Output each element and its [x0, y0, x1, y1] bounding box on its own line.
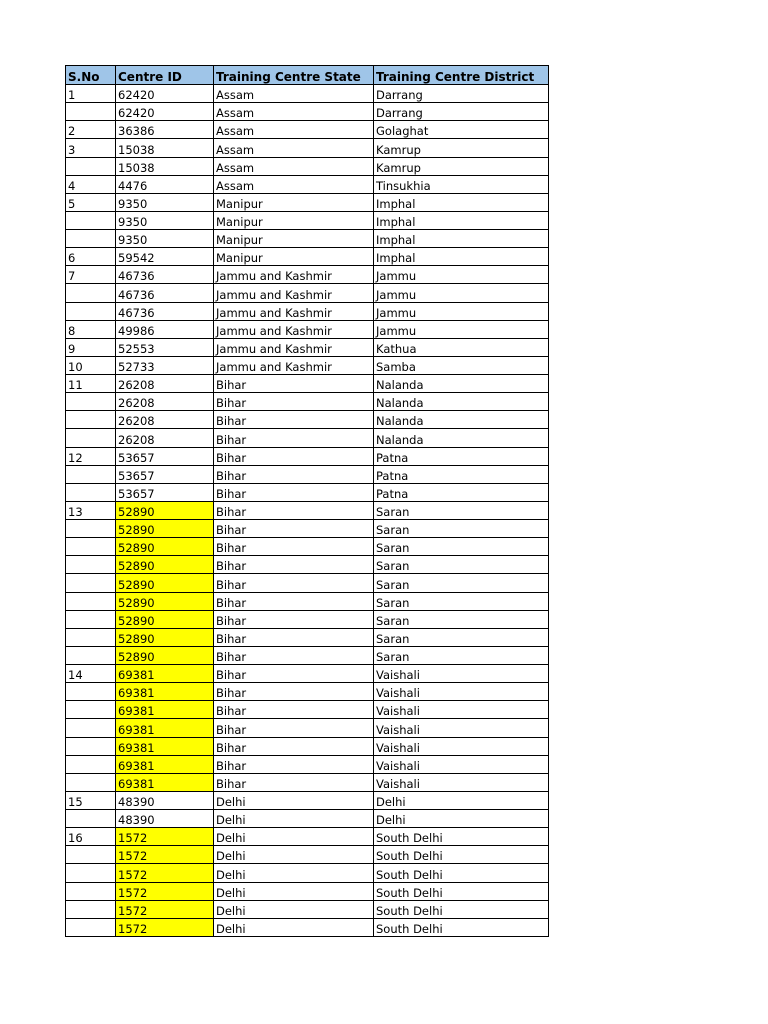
- centre-table: [65, 65, 549, 937]
- cell-district: Saran: [374, 538, 549, 556]
- cell-district: Patna: [374, 465, 549, 483]
- cell-sno: [66, 683, 116, 701]
- table-row: [66, 193, 549, 211]
- header-state: Training Centre State: [214, 66, 374, 85]
- cell-sno: 7: [66, 266, 116, 284]
- table-row: [66, 791, 549, 809]
- cell-district: Delhi: [374, 810, 549, 828]
- cell-sno: [66, 628, 116, 646]
- cell-sno: [66, 520, 116, 538]
- cell-sno: [66, 574, 116, 592]
- cell-centre-id: 52733: [116, 356, 214, 374]
- cell-sno: 11: [66, 375, 116, 393]
- cell-district: Samba: [374, 356, 549, 374]
- cell-state: Bihar: [214, 683, 374, 701]
- table-row: [66, 918, 549, 936]
- header-sno: S.No: [66, 66, 116, 85]
- table-row: [66, 411, 549, 429]
- cell-state: Bihar: [214, 719, 374, 737]
- cell-centre-id: 62420: [116, 103, 214, 121]
- cell-state: Bihar: [214, 447, 374, 465]
- cell-district: Saran: [374, 574, 549, 592]
- cell-state: Bihar: [214, 610, 374, 628]
- cell-district: Patna: [374, 447, 549, 465]
- table-row: [66, 121, 549, 139]
- cell-centre-id: 26208: [116, 393, 214, 411]
- cell-district: Saran: [374, 628, 549, 646]
- cell-centre-id: 53657: [116, 483, 214, 501]
- cell-sno: [66, 103, 116, 121]
- cell-sno: [66, 646, 116, 664]
- cell-centre-id: 52890: [116, 538, 214, 556]
- cell-state: Delhi: [214, 864, 374, 882]
- cell-sno: 15: [66, 791, 116, 809]
- cell-centre-id: 9350: [116, 193, 214, 211]
- cell-district: Imphal: [374, 248, 549, 266]
- cell-state: Delhi: [214, 900, 374, 918]
- cell-centre-id: 4476: [116, 175, 214, 193]
- table-row: [66, 248, 549, 266]
- table-row: [66, 628, 549, 646]
- cell-centre-id: 26208: [116, 375, 214, 393]
- cell-district: Saran: [374, 592, 549, 610]
- cell-sno: [66, 211, 116, 229]
- table-row: [66, 520, 549, 538]
- cell-sno: [66, 737, 116, 755]
- cell-district: Imphal: [374, 211, 549, 229]
- cell-sno: 14: [66, 665, 116, 683]
- cell-centre-id: 26208: [116, 411, 214, 429]
- cell-sno: [66, 302, 116, 320]
- cell-centre-id: 69381: [116, 665, 214, 683]
- table-row: [66, 828, 549, 846]
- table-row: [66, 610, 549, 628]
- cell-centre-id: 52890: [116, 520, 214, 538]
- cell-centre-id: 52890: [116, 628, 214, 646]
- cell-sno: [66, 538, 116, 556]
- table-row: [66, 230, 549, 248]
- cell-sno: [66, 393, 116, 411]
- cell-sno: [66, 429, 116, 447]
- cell-district: Darrang: [374, 103, 549, 121]
- cell-sno: [66, 701, 116, 719]
- cell-state: Bihar: [214, 737, 374, 755]
- cell-sno: 13: [66, 501, 116, 519]
- cell-district: Jammu: [374, 266, 549, 284]
- cell-state: Bihar: [214, 755, 374, 773]
- cell-centre-id: 48390: [116, 810, 214, 828]
- cell-sno: [66, 284, 116, 302]
- cell-state: Bihar: [214, 592, 374, 610]
- cell-sno: [66, 411, 116, 429]
- cell-sno: [66, 918, 116, 936]
- cell-sno: 2: [66, 121, 116, 139]
- header-row: [66, 66, 549, 85]
- cell-centre-id: 1572: [116, 900, 214, 918]
- cell-district: Imphal: [374, 193, 549, 211]
- table-row: [66, 882, 549, 900]
- cell-centre-id: 53657: [116, 447, 214, 465]
- cell-centre-id: 59542: [116, 248, 214, 266]
- cell-state: Bihar: [214, 520, 374, 538]
- cell-sno: [66, 719, 116, 737]
- table-row: [66, 320, 549, 338]
- cell-state: Assam: [214, 103, 374, 121]
- cell-centre-id: 52890: [116, 501, 214, 519]
- cell-district: Tinsukhia: [374, 175, 549, 193]
- cell-centre-id: 69381: [116, 701, 214, 719]
- cell-district: Saran: [374, 610, 549, 628]
- header-district: Training Centre District: [374, 66, 549, 85]
- cell-state: Delhi: [214, 882, 374, 900]
- header-centre-id: Centre ID: [116, 66, 214, 85]
- cell-state: Bihar: [214, 483, 374, 501]
- cell-state: Bihar: [214, 501, 374, 519]
- cell-state: Delhi: [214, 791, 374, 809]
- cell-state: Manipur: [214, 211, 374, 229]
- cell-state: Jammu and Kashmir: [214, 266, 374, 284]
- table-row: [66, 810, 549, 828]
- cell-state: Assam: [214, 139, 374, 157]
- table-row: [66, 356, 549, 374]
- table-body: [66, 85, 549, 937]
- cell-centre-id: 52890: [116, 610, 214, 628]
- cell-centre-id: 48390: [116, 791, 214, 809]
- cell-sno: [66, 483, 116, 501]
- cell-centre-id: 46736: [116, 284, 214, 302]
- cell-state: Bihar: [214, 665, 374, 683]
- cell-district: Nalanda: [374, 429, 549, 447]
- table-row: [66, 900, 549, 918]
- table-row: [66, 846, 549, 864]
- cell-sno: [66, 810, 116, 828]
- table-row: [66, 85, 549, 103]
- cell-centre-id: 69381: [116, 719, 214, 737]
- cell-district: South Delhi: [374, 900, 549, 918]
- cell-district: South Delhi: [374, 864, 549, 882]
- table-row: [66, 266, 549, 284]
- cell-district: Patna: [374, 483, 549, 501]
- cell-sno: 12: [66, 447, 116, 465]
- cell-district: South Delhi: [374, 828, 549, 846]
- cell-centre-id: 1572: [116, 846, 214, 864]
- table-row: [66, 701, 549, 719]
- cell-district: Saran: [374, 501, 549, 519]
- table-row: [66, 483, 549, 501]
- cell-district: Jammu: [374, 302, 549, 320]
- cell-centre-id: 46736: [116, 302, 214, 320]
- cell-district: Jammu: [374, 320, 549, 338]
- table-row: [66, 175, 549, 193]
- cell-sno: [66, 882, 116, 900]
- cell-centre-id: 26208: [116, 429, 214, 447]
- table-row: [66, 719, 549, 737]
- cell-centre-id: 1572: [116, 918, 214, 936]
- cell-district: Saran: [374, 646, 549, 664]
- cell-sno: 5: [66, 193, 116, 211]
- cell-state: Jammu and Kashmir: [214, 338, 374, 356]
- cell-state: Bihar: [214, 429, 374, 447]
- table-row: [66, 501, 549, 519]
- cell-sno: [66, 610, 116, 628]
- cell-sno: 4: [66, 175, 116, 193]
- cell-state: Bihar: [214, 574, 374, 592]
- cell-state: Manipur: [214, 193, 374, 211]
- cell-district: Vaishali: [374, 737, 549, 755]
- cell-state: Assam: [214, 85, 374, 103]
- table-row: [66, 429, 549, 447]
- cell-state: Bihar: [214, 646, 374, 664]
- cell-state: Delhi: [214, 828, 374, 846]
- cell-district: Vaishali: [374, 665, 549, 683]
- cell-district: Golaghat: [374, 121, 549, 139]
- table-row: [66, 284, 549, 302]
- cell-sno: [66, 755, 116, 773]
- cell-sno: 16: [66, 828, 116, 846]
- table-row: [66, 157, 549, 175]
- cell-centre-id: 69381: [116, 683, 214, 701]
- cell-centre-id: 46736: [116, 266, 214, 284]
- cell-sno: [66, 230, 116, 248]
- table-row: [66, 556, 549, 574]
- cell-state: Bihar: [214, 773, 374, 791]
- table-row: [66, 465, 549, 483]
- cell-sno: [66, 773, 116, 791]
- cell-district: Nalanda: [374, 411, 549, 429]
- cell-centre-id: 53657: [116, 465, 214, 483]
- table-row: [66, 338, 549, 356]
- table-row: [66, 211, 549, 229]
- cell-sno: [66, 846, 116, 864]
- table-row: [66, 683, 549, 701]
- table-row: [66, 737, 549, 755]
- cell-centre-id: 69381: [116, 737, 214, 755]
- cell-district: South Delhi: [374, 882, 549, 900]
- cell-sno: [66, 864, 116, 882]
- table-row: [66, 538, 549, 556]
- cell-state: Bihar: [214, 628, 374, 646]
- cell-sno: 1: [66, 85, 116, 103]
- cell-district: Vaishali: [374, 701, 549, 719]
- cell-sno: 10: [66, 356, 116, 374]
- cell-state: Bihar: [214, 411, 374, 429]
- cell-state: Bihar: [214, 556, 374, 574]
- cell-state: Manipur: [214, 230, 374, 248]
- cell-district: Nalanda: [374, 375, 549, 393]
- cell-district: Nalanda: [374, 393, 549, 411]
- cell-centre-id: 52890: [116, 646, 214, 664]
- cell-state: Bihar: [214, 701, 374, 719]
- table-row: [66, 302, 549, 320]
- cell-state: Delhi: [214, 810, 374, 828]
- table-row: [66, 646, 549, 664]
- cell-state: Bihar: [214, 465, 374, 483]
- cell-centre-id: 69381: [116, 755, 214, 773]
- cell-sno: 3: [66, 139, 116, 157]
- cell-sno: [66, 465, 116, 483]
- cell-sno: 6: [66, 248, 116, 266]
- cell-district: Vaishali: [374, 755, 549, 773]
- table-row: [66, 447, 549, 465]
- cell-state: Jammu and Kashmir: [214, 302, 374, 320]
- cell-district: Vaishali: [374, 773, 549, 791]
- cell-district: Delhi: [374, 791, 549, 809]
- cell-state: Assam: [214, 175, 374, 193]
- cell-state: Jammu and Kashmir: [214, 284, 374, 302]
- table-row: [66, 375, 549, 393]
- cell-district: Kamrup: [374, 157, 549, 175]
- cell-centre-id: 1572: [116, 864, 214, 882]
- cell-district: Imphal: [374, 230, 549, 248]
- cell-district: Kathua: [374, 338, 549, 356]
- cell-sno: [66, 900, 116, 918]
- cell-state: Jammu and Kashmir: [214, 356, 374, 374]
- cell-centre-id: 52890: [116, 592, 214, 610]
- cell-district: Vaishali: [374, 719, 549, 737]
- cell-centre-id: 36386: [116, 121, 214, 139]
- cell-centre-id: 1572: [116, 882, 214, 900]
- cell-state: Assam: [214, 121, 374, 139]
- cell-state: Bihar: [214, 393, 374, 411]
- cell-sno: 9: [66, 338, 116, 356]
- cell-centre-id: 62420: [116, 85, 214, 103]
- cell-district: Jammu: [374, 284, 549, 302]
- cell-centre-id: 9350: [116, 211, 214, 229]
- cell-centre-id: 52890: [116, 556, 214, 574]
- cell-centre-id: 15038: [116, 139, 214, 157]
- cell-state: Delhi: [214, 846, 374, 864]
- cell-district: Kamrup: [374, 139, 549, 157]
- cell-state: Manipur: [214, 248, 374, 266]
- table-row: [66, 773, 549, 791]
- cell-state: Delhi: [214, 918, 374, 936]
- cell-district: Darrang: [374, 85, 549, 103]
- cell-centre-id: 15038: [116, 157, 214, 175]
- cell-centre-id: 52553: [116, 338, 214, 356]
- table-row: [66, 755, 549, 773]
- table-row: [66, 393, 549, 411]
- cell-state: Bihar: [214, 538, 374, 556]
- cell-state: Jammu and Kashmir: [214, 320, 374, 338]
- cell-centre-id: 69381: [116, 773, 214, 791]
- table-row: [66, 864, 549, 882]
- cell-centre-id: 1572: [116, 828, 214, 846]
- table-row: [66, 103, 549, 121]
- cell-state: Assam: [214, 157, 374, 175]
- cell-centre-id: 52890: [116, 574, 214, 592]
- cell-centre-id: 9350: [116, 230, 214, 248]
- table-row: [66, 574, 549, 592]
- cell-district: South Delhi: [374, 918, 549, 936]
- cell-state: Bihar: [214, 375, 374, 393]
- cell-sno: [66, 592, 116, 610]
- cell-sno: [66, 556, 116, 574]
- cell-district: Saran: [374, 556, 549, 574]
- table-row: [66, 665, 549, 683]
- cell-centre-id: 49986: [116, 320, 214, 338]
- cell-district: Vaishali: [374, 683, 549, 701]
- cell-district: South Delhi: [374, 846, 549, 864]
- table-row: [66, 139, 549, 157]
- cell-sno: [66, 157, 116, 175]
- cell-sno: 8: [66, 320, 116, 338]
- cell-district: Saran: [374, 520, 549, 538]
- table-row: [66, 592, 549, 610]
